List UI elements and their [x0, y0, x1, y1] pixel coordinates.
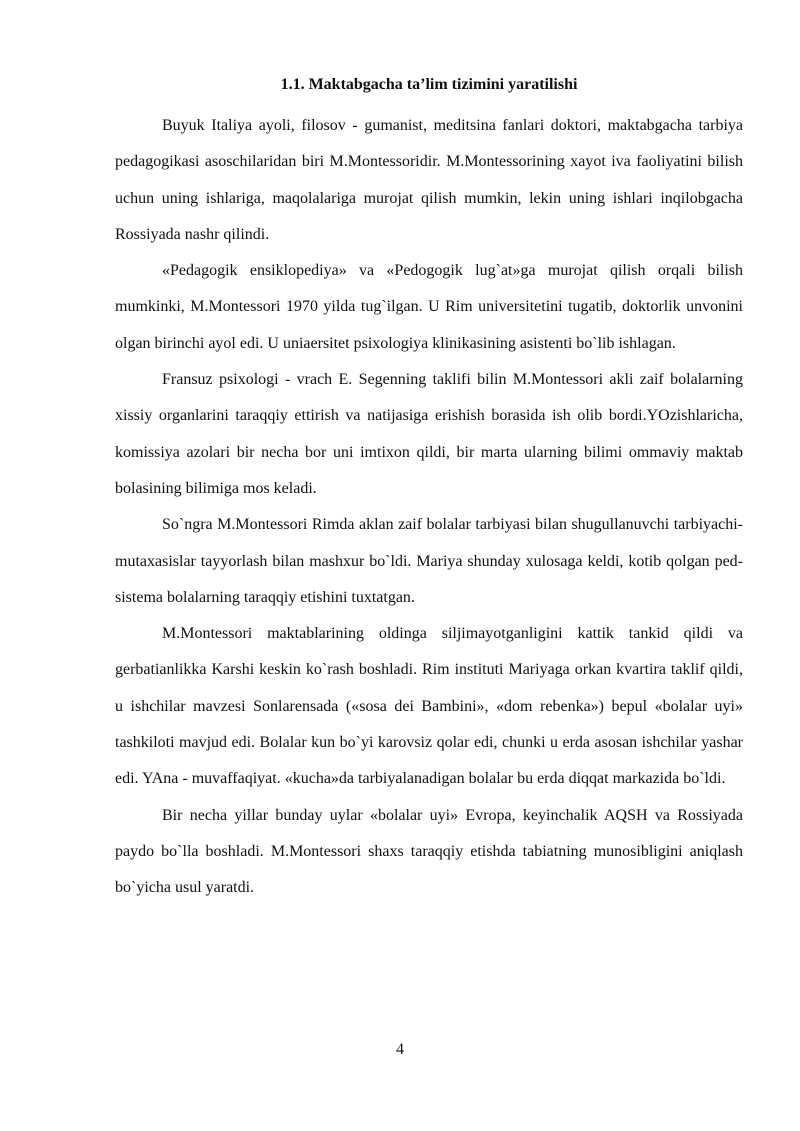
page-content	[115, 72, 743, 907]
paragraph-2: «Pedagogik ensiklopediya» va «Pedogogik lug`at»ga murojat qilish orqali bilish mumkinki, M.Montessori 1970 yilda tug`ilgan. U Rim universitetini tugatib, doktorlik unvonini olgan birinchi ayol edi. U uniaersitet psixologiya klinikasining asistenti bo`lib ishlagan.	[115, 262, 743, 352]
paragraph-4: So`ngra M.Montessori Rimda aklan zaif bolalar tarbiyasi bilan shugullanuvchi tarbiyachi-mutaxasislar tayyorlash bilan mashxur bo`ldi. Mariya shunday xulosaga keldi, kotib qolgan ped-sistema bolalarning taraqqiy etishini tuxtatgan.	[115, 516, 743, 606]
paragraph-5: M.Montessori maktablarining oldinga siljimayotganligini kattik tankid qildi va gerbatianlikka Karshi keskin ko`rash boshladi. Rim instituti Mariyaga orkan kvartira taklif qildi, u ishchilar mavzesi Sonlarensada («sosa dei Bambini», «dom rebenka») bepul «bolalar uyi» tashkiloti mavjud edi. Bolalar kun bo`yi karovsiz qolar edi, chunki u erda asosan ishchilar yashar edi. YAna - muvaffaqiyat. «kucha»da tarbiyalanadigan bolalar bu erda diqqat markazida bo`ldi.	[115, 625, 743, 788]
paragraph-1: Buyuk Italiya ayoli, filosov - gumanist, meditsina fanlari doktori, maktabgacha tarbiya pedagogikasi asoschilaridan biri M.Montessoridir. M.Montessorining xayot iva faoliyatini bilish uchun uning ishlariga, maqolalariga murojat qilish mumkin, lekin uning ishlari inqilobgacha Rossiyada nashr qilindi.	[115, 117, 743, 243]
paragraph-6: Bir necha yillar bunday uylar «bolalar uyi» Evropa, keyinchalik AQSH va Rossiyada paydo bo`lla boshladi. M.Montessori shaxs taraqqiy etishda tabiatning munosibligini aniqlash bo`yicha usul yaratdi.	[115, 806, 743, 897]
paragraph-3: Fransuz psixologi - vrach E. Segenning taklifi bilin M.Montessori akli zaif bolalarning xissiy organlarini taraqqiy ettirish va natijasiga erishish borasida ish olib bordi.YOzishlaricha, komissiya azolari bir necha bor uni imtixon qildi, bir marta ularning bilimi ommaviy maktab bolasining bilimiga mos keladi.	[115, 371, 743, 497]
page-number: 4	[396, 1041, 404, 1058]
section-title: 1.1. Maktabgacha ta’lim tizimini yaratilishi	[280, 76, 578, 93]
